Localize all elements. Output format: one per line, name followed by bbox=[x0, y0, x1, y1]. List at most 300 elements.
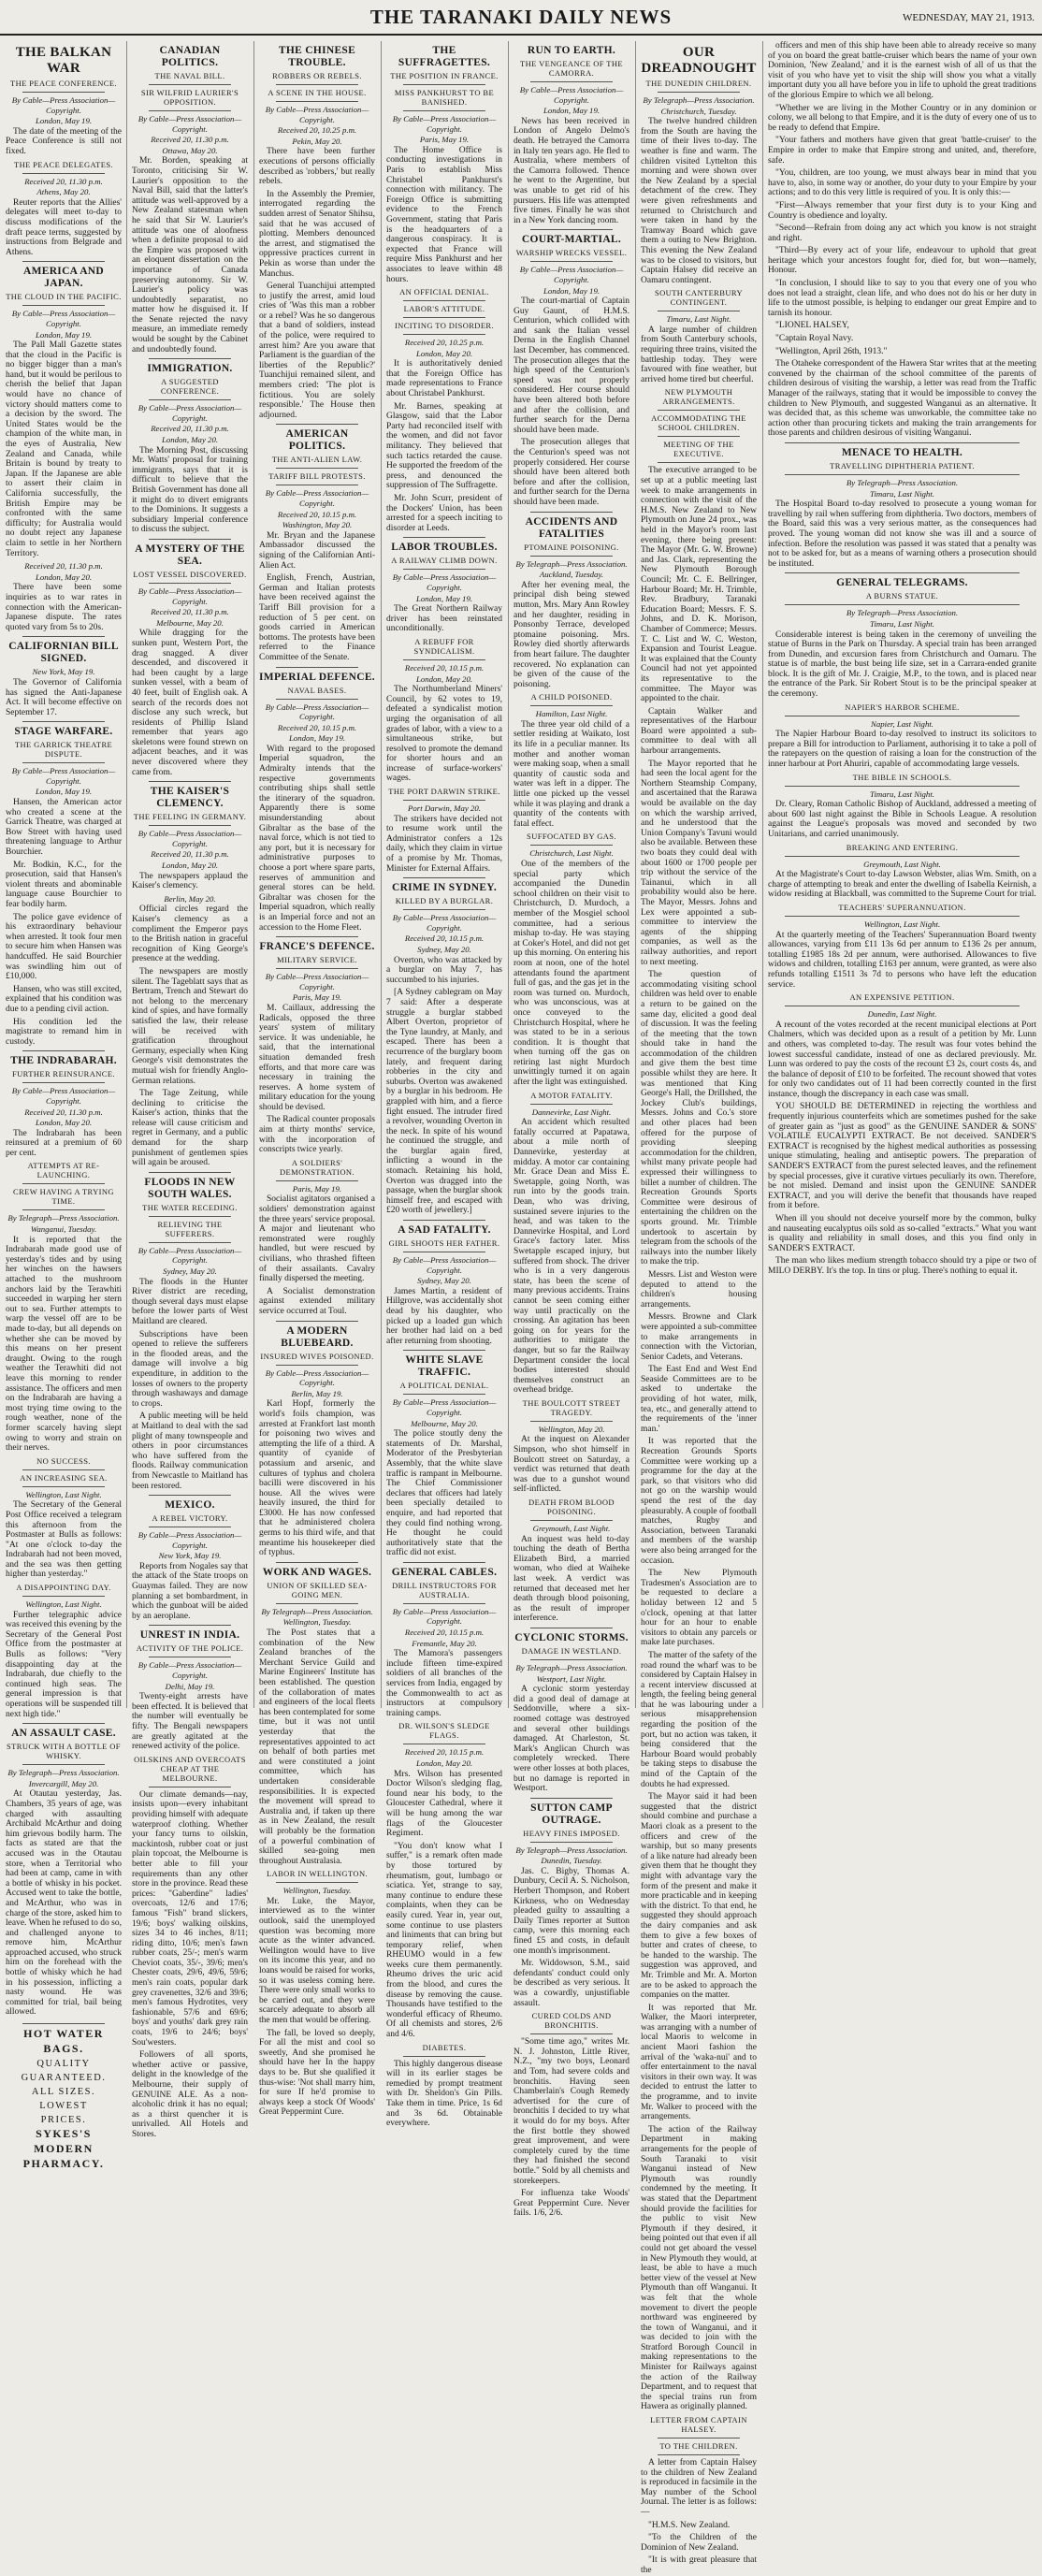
headline: UNREST IN INDIA. bbox=[139, 1629, 240, 1642]
article-paragraph: News has been received in London of Angelo Delmo's death. He betrayed the Camorra in Italy ten years ago. He fled to Australia, where members of the Camorra followed. Thence he went to the Argentine, but was unable to get rid of his pursuers. His life was attempted five times. Finally he was shot in a New York dancing room. bbox=[514, 116, 630, 225]
section-divider bbox=[403, 877, 485, 878]
subheading-divider bbox=[403, 300, 485, 301]
dateline: Received 20, 10.15 p.m. bbox=[277, 722, 357, 732]
subheading-divider bbox=[22, 1082, 105, 1083]
article bbox=[514, 2011, 630, 2219]
article-paragraph: officers and men of this ship have been able to already receive so many of you on board the great battle-cruiser which bears the name of your own Dominion, 'New Zealand,' and it is the earnest wish of all of us that the visit of you who have yet to visit the ship will show you what a vitally important duty you all have before you in life to uphold the great traditions of the glorious Empire to which we all belong. bbox=[768, 41, 1036, 100]
dateline: By Cable—Press Association—Copyright. bbox=[11, 309, 116, 328]
article bbox=[132, 45, 248, 355]
subheading-divider bbox=[149, 84, 231, 85]
headline: IMPERIAL DEFENCE. bbox=[259, 671, 375, 683]
subheading: WARSHIP WRECKS VESSEL. bbox=[515, 248, 628, 258]
article bbox=[768, 843, 1036, 900]
article-paragraph: A public meeting will be held at Maitland to deal with the sad plight of many townspeople and others in poor circumstances who have suffered from the floods. Railway communication from Newcastle to Maitland has been restored. bbox=[132, 1411, 248, 1491]
article-paragraph: Twenty-eight arrests have been effected. It is believed that the number will eventually be fifty. The Bengali newspapers are greatly agitated at the renewed activity of the police. bbox=[132, 1692, 248, 1752]
article bbox=[259, 1869, 375, 2118]
subheading: THE PORT DARWIN STRIKE. bbox=[388, 787, 500, 797]
article-paragraph: The Napier Harbour Board to-day resolved to instruct its solicitors to prepare a Bill for introduction to Parliament, authorising it to take a poll of the ratepayers on the question of raising a loan for the construction of the inner harbour at Port Ahuriri, capable of accommodating large vessels. bbox=[768, 730, 1036, 770]
dateline: By Cable—Press Association—Copyright. bbox=[519, 265, 624, 284]
article-paragraph: James Martin, a resident of Hillgrove, was accidentally shot dead by his daughter, who picked up a loaded gun which her brother had laid on a bed after returning from shooting. bbox=[386, 1286, 502, 1346]
dateline: By Telegraph—Press Association. bbox=[261, 1606, 373, 1616]
subheading: SOUTH CANTERBURY CONTINGENT. bbox=[654, 288, 743, 308]
subheading: ROBBERS OR REBELS. bbox=[272, 71, 362, 80]
headline: STAGE WARFARE. bbox=[14, 726, 113, 738]
article bbox=[6, 561, 122, 632]
article-paragraph: YOU SHOULD BE DETERMINED in rejecting the worthless and frequently injurious counterfeits which are sometimes pushed for the sake of greater gain as "just as good" as the GENUINE SANDER & SONS' VOLATILE EUCALYPTI EXTRACT. Be not deceived. SANDER'S EXTRACT is recognised by the highest medical authorities as possessing unique stimulating, healing and antiseptic powers. The preparation of SANDER'S EXTRACT from the purest selected leaves, and the refinement by special processes, give it curative virtues peculiarly its own. Therefore, be not misled. Demand and insist upon the GENUINE SANDER EXTRACT, and you will derive the benefit that thousands have reaped from it before. bbox=[768, 1102, 1036, 1211]
dateline: Fremantle, May 20. bbox=[412, 1638, 477, 1648]
headline: OUR DREADNOUGHT bbox=[641, 45, 757, 76]
headline: FRANCE'S DEFENCE. bbox=[259, 941, 375, 953]
article bbox=[514, 692, 630, 829]
article bbox=[641, 387, 757, 2412]
article-paragraph: The Post states that a combination of the New Zealand branches of the Merchant Service Guild and Marine Engineers' Institute has been established. The question of the collaboration of mates and engineers of the local fleets has been contemplated for some time, but it was not until yesterday that the representatives appointed to act on behalf of both parties met and were constituted a joint committee, which has undertaken considerable responsibilities. It is expected the movement will spread to Australia and, if taken up there as in New Zealand, the result will probably be the formation of a powerful combination of skilled sea-going men throughout Australasia. bbox=[259, 1628, 375, 1866]
dateline: London, May 20. bbox=[161, 861, 219, 871]
headline: THE CHINESE TROUBLE. bbox=[278, 45, 356, 68]
article-paragraph: Dr. Cleary, Roman Catholic Bishop of Auckland, addressed a meeting of about 600 last night against the Bible in Schools League. A resolution against the League's proposals was moved and seconded by two Unitarians, and carried unanimously. bbox=[768, 800, 1036, 839]
subheading-divider bbox=[658, 92, 740, 93]
subheading-divider bbox=[22, 1486, 105, 1487]
article-paragraph: "Second—Refrain from doing any act which you know is not straight and right. bbox=[768, 224, 1036, 243]
dateline: Wanganui, Tuesday. bbox=[30, 1224, 97, 1235]
subheading-divider bbox=[276, 468, 358, 469]
section-divider bbox=[149, 358, 231, 359]
article bbox=[386, 1721, 502, 2039]
subheading-divider bbox=[530, 556, 613, 557]
subheading: A CHILD POISONED. bbox=[530, 692, 613, 702]
subheading: NAPIER'S HARBOR SCHEME. bbox=[845, 702, 960, 712]
article-paragraph: An accident which resulted fatally occurred at Papatawa, about a mile north of Dannevirke, yesterday at midday. A motor car containing Mr. Grace Dean and Miss E. Swetapple, going North, was run into by the goods train. Dean, who was driving, sustained severe injuries to the head, and was taken to the Dannevirke Hospital, and Lord Grace's factory later. Miss Swetapple escaped injury, but suffered from shock. The driver who is in a very dangerous state, has been the scene of many previous accidents. Trains cannot be seen coming either way until practically on the crossing. An agitation has been going on for years for the authorities to mitigate the danger, but so far the Railway Department consider the local bodies interested should themselves construct an overhead bridge. bbox=[514, 1118, 630, 1396]
dateline: Berlin, May 20. bbox=[164, 893, 216, 904]
article-paragraph: A letter from Captain Halsey to the children of New Zealand is reproduced in facsimile in the May number of the School Journal. The letter is as follows:— bbox=[641, 2458, 757, 2517]
advertisement-line bbox=[6, 2127, 122, 2172]
subheading: THE PEACE CONFERENCE. bbox=[10, 79, 117, 88]
subheading: TARIFF BILL PROTESTS. bbox=[268, 471, 366, 482]
subheading: AN OFFICIAL DENIAL. bbox=[399, 287, 489, 297]
article bbox=[259, 1158, 375, 1317]
subheading-divider bbox=[22, 1596, 105, 1597]
article bbox=[641, 45, 757, 285]
dateline: Timaru, Last Night. bbox=[870, 789, 934, 799]
issue-date: WEDNESDAY, MAY 21, 1913. bbox=[903, 12, 1035, 23]
subheading: KILLED BY A BURGLAR. bbox=[395, 896, 494, 906]
dateline: Received 20, 11.30 p.m. bbox=[24, 1107, 103, 1117]
article bbox=[768, 992, 1036, 1099]
subheading-divider bbox=[276, 968, 358, 969]
dateline: By Cable—Press Association—Copyright. bbox=[137, 829, 242, 848]
subheading: FURTHER REINSURANCE. bbox=[12, 1069, 115, 1079]
article-paragraph: Further telegraphic advice was received this evening by the Secretary of the General Post Office from the postmaster at Bulls as follows: "Very disappointing day at the Indrabarah, due chiefly to the continued high seas. The general impression is that operations will be suspended till next high tide." bbox=[6, 1610, 122, 1719]
subheading-divider bbox=[149, 825, 231, 826]
dateline: Received 20, 10.25 p.m. bbox=[404, 338, 485, 348]
dateline: By Telegraph—Press Association. bbox=[643, 95, 755, 105]
headline: WHITE SLAVE TRAFFIC. bbox=[405, 1354, 484, 1379]
subheading-divider bbox=[22, 1469, 105, 1470]
subheading-divider bbox=[785, 474, 1020, 475]
dateline: Received 20, 10.15 p.m. bbox=[404, 933, 485, 944]
subheading: A REBUFF FOR SYNDICALISM. bbox=[413, 636, 475, 656]
dateline: Timaru, Last Night. bbox=[666, 314, 731, 325]
article bbox=[386, 877, 502, 1216]
column-2 bbox=[132, 41, 248, 2139]
article-paragraph: The Mayor reported that he had seen the local agent for the Northern Steamship Company, and ascertained that the Rarawa would be available on the day on which the warship arrived, and he understood that the Union Company's Tavuni would also be available. Between these two boats they could deal with about 1600 or 1700 people per trip without the service of the Tainanui, which in all probability would also be here. The Mayor, Messrs. Johns and Lex were appointed a sub-committee to interview the agents of the shipping companies, as well as the railway authorities, and report to next meeting. bbox=[641, 759, 757, 967]
subheading: A SCENE IN THE HOUSE. bbox=[268, 88, 367, 97]
article bbox=[768, 442, 1036, 569]
subheading-divider bbox=[785, 856, 1020, 857]
dateline: Athens, May 20. bbox=[36, 187, 91, 197]
column-4 bbox=[386, 41, 502, 2129]
dateline: By Cable—Press Association—Copyright. bbox=[137, 403, 242, 423]
subheading-divider bbox=[22, 173, 105, 174]
article bbox=[514, 1498, 630, 1624]
article bbox=[259, 667, 375, 933]
article-paragraph: "First—Always remember that your first duty is to your King and Country is obedience and loyalty. bbox=[768, 200, 1036, 221]
dateline: Received 20, 11.30 p.m. bbox=[151, 135, 229, 145]
subheading: DRILL INSTRUCTORS FOR AUSTRALIA. bbox=[392, 1580, 497, 1599]
dateline: London, May 20. bbox=[161, 435, 219, 445]
subheading-divider bbox=[658, 410, 740, 411]
section-divider bbox=[22, 1050, 105, 1051]
dateline: London, May 19. bbox=[288, 733, 346, 744]
article-paragraph: "In conclusion, I should like to say to you that every one of you who does not lead a straight, clean life, and who does not do his or her duty in life to the utmost possible, is helping to endanger our great Empire and to tarnish its honour. bbox=[768, 279, 1036, 318]
article-paragraph: "Some time ago," writes Mr. N. J. Johnston, Little River, N.Z., "my two boys, Leonard and Tom, had severe colds and bronchitis. Having seen Chamberlain's Cough Remedy advertised for the cure of bronchitis I decided to try what it would do for my boys. After the first bottle they showed great improvement, and were completely cured by the time they had finished the second bottle." Sold by all chemists and storekeepers. bbox=[514, 2037, 630, 2186]
article-paragraph: Messrs. List and Weston were deputed to attend to the children's housing arrangements. bbox=[641, 1269, 757, 1310]
subheading: TEACHERS' SUPERANNUATION. bbox=[838, 902, 966, 912]
subheading: TO THE CHILDREN. bbox=[659, 2441, 738, 2452]
dateline: Received 20, 11.30 p.m. bbox=[24, 176, 103, 186]
headline: GENERAL CABLES. bbox=[391, 1566, 498, 1578]
dateline: Ottawa, May 20. bbox=[162, 145, 218, 155]
article-paragraph: The three year old child of a settler residing at Waikato, lost its life in a peculiar manner. Its mother and another woman were making soap, when a small quantity of caustic soda and water was left in a dipper. The little one picked up the vessel while it was playing and drank a quantity of the contents with fatal effect. bbox=[514, 719, 630, 829]
advertisement-text: HOT WATER BAGS. bbox=[23, 2027, 104, 2056]
dateline: By Cable—Press Association—Copyright. bbox=[392, 114, 497, 134]
article bbox=[768, 903, 1036, 990]
dateline: Dunedin, Tuesday. bbox=[541, 1856, 602, 1866]
article-paragraph: It was reported that the Recreation Grounds Sports Committee were working up a programme for the day at the park, so that visitors who did not go on the warship would spend the rest of the day pleasurably. A couple of football matches, Rugby and Association, between Taranaki and members of the warship were also being arranged for the occasion. bbox=[641, 1437, 757, 1566]
dateline: Delhi, May 19. bbox=[165, 1681, 215, 1691]
subheading: MEETING OF THE EXECUTIVE. bbox=[663, 440, 734, 459]
article-paragraph: Considerable interest is being taken in the ceremony of unveiling the statue of Burns in the Park on Thursday. A special train has been arranged from Dunedin, and excursion fares from Christchurch and Oamaru. The statue is of marble, the bust being life size, set in a Carrara-ended granite block. It is the gift of Mr. J. Craigie, M.P., to the town, and is placed near the entrance of the Park. Sir Robert Stout is to be the principal speaker at the ceremony. bbox=[768, 630, 1036, 700]
article bbox=[386, 287, 502, 533]
article bbox=[6, 721, 122, 1047]
headline: MENACE TO HEALTH. bbox=[841, 446, 963, 458]
subheading: HEAVY FINES IMPOSED. bbox=[523, 1828, 620, 1838]
subheading: PTOMAINE POISONING. bbox=[524, 542, 619, 552]
column-rule bbox=[635, 41, 636, 1708]
dateline: Received 20, 11.30 p.m. bbox=[151, 607, 229, 617]
subheading: UNION OF SKILLED SEA-GOING MEN. bbox=[267, 1580, 368, 1599]
advertisement bbox=[6, 2023, 122, 2172]
headline: CALIFORNIAN BILL SIGNED. bbox=[8, 641, 119, 665]
article-paragraph: Hansen, who was still excited, explained that his condition was due to a pending civil action. bbox=[6, 984, 122, 1014]
article bbox=[132, 781, 248, 891]
dateline: Berlin, May 19. bbox=[291, 1388, 343, 1398]
section-divider bbox=[149, 1172, 231, 1173]
dateline: By Telegraph—Press Association. bbox=[515, 1845, 628, 1855]
article-paragraph: Socialist agitators organised a soldiers' demonstration against the three years' service proposal. A major and lieutenant who remonstrated were roughly handled, but were rescued by civilians, who thrashed fifteen of their assailants. Cavalry finally dispersed the meeting. bbox=[259, 1194, 375, 1284]
advertisement-line bbox=[6, 2113, 122, 2127]
subheading: A DISAPPOINTING DAY. bbox=[16, 1583, 111, 1593]
subheading-divider bbox=[22, 762, 105, 763]
article-paragraph: The Tage Zeitung, while declining to criticise the Kaiser's action, thinks that the release will cause criticism and regret in Germany, and a public demand for the sharp punishment of gentlemen spies will again be aroused. bbox=[132, 1089, 248, 1168]
article-paragraph: The police gave evidence of his extraordinary behaviour when arrested. It took four men to secure him when Hansen was handcuffed. He said Bourchier was swindling him out of £10,000. bbox=[6, 912, 122, 982]
subheading-divider bbox=[530, 845, 613, 846]
dateline: Received 20, 10.15 p.m. bbox=[277, 509, 357, 519]
article-paragraph: "Wellington, April 26th, 1913." bbox=[775, 346, 888, 356]
article bbox=[132, 1625, 248, 1751]
subheading: LOST VESSEL DISCOVERED. bbox=[133, 569, 247, 579]
subheading-divider bbox=[530, 81, 613, 82]
dateline: By Cable—Press Association—Copyright. bbox=[137, 1245, 242, 1266]
subheading-divider bbox=[403, 909, 485, 910]
subheading-divider bbox=[403, 84, 485, 85]
dateline: Received 20, 11.30 p.m. bbox=[24, 561, 103, 572]
headline: AMERICA AND JAPAN. bbox=[22, 266, 105, 290]
article-paragraph: A Socialist demonstration against extended military service occurred at Toul. bbox=[259, 1286, 375, 1316]
subheading-divider bbox=[403, 659, 485, 660]
dateline: Wellington, Last Night. bbox=[25, 1599, 102, 1610]
dateline: London, May 20. bbox=[35, 1118, 93, 1128]
article-paragraph: English, French, Austrian, German and Italian protests have been received against the Tariff Bill provision for a reduction of 5 per cent. on goods carried in American bottoms. The protests have been referred to the Finance Committee of the Senate. bbox=[259, 573, 375, 662]
section-divider bbox=[22, 636, 105, 637]
article-paragraph: The prosecution alleges that the Centurion's speed was not properly considered. Her course should have been altered both before and after the collision, and further search for the Derna should have been made. bbox=[514, 438, 630, 507]
subheading: ACCOMMODATING THE SCHOOL CHILDREN. bbox=[651, 413, 746, 433]
subheading: RELIEVING THE SUFFERERS. bbox=[157, 1219, 223, 1238]
subheading: THE ANTI-ALIEN LAW. bbox=[271, 455, 363, 465]
section-divider bbox=[785, 572, 1020, 573]
section-divider bbox=[22, 261, 105, 262]
subheading: MISS PANKHURST TO BE BANISHED. bbox=[394, 88, 495, 107]
advertisement-line bbox=[6, 2057, 122, 2085]
dateline: London, May 19. bbox=[415, 593, 473, 603]
article bbox=[132, 539, 248, 777]
dateline: By Cable—Press Association—Copyright. bbox=[392, 1606, 497, 1627]
subheading-divider bbox=[530, 261, 613, 262]
dateline: Wellington, Tuesday. bbox=[282, 1886, 352, 1896]
article-paragraph: Mr. John Scurr, president of the Dockers' Union, has been arrested for a speech inciting to disorder at Leeds. bbox=[386, 494, 502, 533]
subheading: THE POSITION IN FRANCE. bbox=[390, 71, 499, 80]
section-divider bbox=[276, 936, 358, 937]
advertisement-line bbox=[6, 2099, 122, 2113]
article bbox=[386, 537, 502, 634]
article bbox=[386, 1350, 502, 1558]
subheading: THE VENGEANCE OF THE CAMORRA. bbox=[520, 59, 623, 78]
subheading-divider bbox=[149, 583, 231, 584]
subheading-divider bbox=[276, 1603, 358, 1604]
section-divider bbox=[149, 781, 231, 782]
headline: AMERICAN POLITICS. bbox=[285, 428, 349, 453]
article bbox=[6, 160, 122, 258]
article bbox=[6, 1050, 122, 1158]
subheading: A MOTOR FATALITY. bbox=[530, 1090, 613, 1100]
section-divider bbox=[785, 442, 1020, 443]
article-paragraph: Hansen, the American actor who created a scene at the Garrick Theatre, was charged at Bow Street with having used threatening language to Arthur Bourchier. bbox=[6, 798, 122, 858]
dateline: By Cable—Press Association—Copyright. bbox=[265, 488, 369, 508]
subheading: DEATH FROM BLOOD POISONING. bbox=[528, 1498, 615, 1517]
subheading-divider bbox=[530, 1659, 613, 1660]
article bbox=[514, 1398, 630, 1495]
dateline: Invercargill, May 20. bbox=[28, 1778, 99, 1788]
subheading-divider bbox=[785, 916, 1020, 917]
article bbox=[514, 832, 630, 1087]
article-paragraph: There have been some inquiries as to war rates in connection with the American-Japanese dispute. The rates quoted vary from 5s to 20s. bbox=[6, 583, 122, 632]
article bbox=[386, 787, 502, 874]
dateline: London, May 19. bbox=[543, 285, 601, 296]
article bbox=[386, 45, 502, 284]
section-divider bbox=[149, 1625, 231, 1626]
section-divider bbox=[149, 539, 231, 540]
headline: CYCLONIC STORMS. bbox=[514, 1631, 629, 1643]
dateline: Pekin, May 20. bbox=[292, 136, 342, 146]
subheading: ATTEMPTS AT RE-LAUNCHING. bbox=[27, 1161, 100, 1180]
article-paragraph: "It is with great pleasure that the bbox=[641, 2555, 757, 2575]
article-paragraph: "To the Children of the Dominion of New Zealand. bbox=[641, 2533, 757, 2553]
article-paragraph: After her evening meal, the principal dish being stewed mutton, Mrs. Mary Ann Rowley and her daughter, residing in Ponsonby Terrace, developed ptomaine poisoning. Mrs. Rowley died shortly afterwards from heart failure. The daughter recovered. No explanation can be given of the cause of the poisoning. bbox=[514, 580, 630, 689]
article bbox=[768, 572, 1036, 699]
subheading-divider bbox=[403, 110, 485, 111]
article-paragraph: Subscriptions have been opened to relieve the sufferers in the flooded areas, and the damage will involve a big expenditure, in addition to the losses of owners to the property through washaways and damage to crops. bbox=[132, 1329, 248, 1409]
column-rule bbox=[253, 41, 254, 1708]
subheading: STRUCK WITH A BOTTLE OF WHISKY. bbox=[7, 1742, 121, 1761]
article-paragraph: The Pall Mall Gazette states that the cloud in the Pacific is no bigger bigger than a man's hand, but it would be perilous to cherish the belief that Japan would have no chance of victory should matters come to a decision by the sword. The United States would be the champion of the white man, in the eyes of Australia, New Zealand and Canada, while Britain is bound by treaty to Japan. If the Japanese are able to assert their claim in California successfully, the British Empire may be confronted with the same difficulty; for Australia would no doubt reject any Japanese claim to settle in her Northern Territory. bbox=[6, 340, 122, 558]
subheading-divider bbox=[22, 92, 105, 93]
article bbox=[6, 636, 122, 717]
dateline: Dannevirke, Last Night. bbox=[531, 1107, 612, 1117]
dateline: By Cable—Press Association—Copyright. bbox=[392, 1397, 497, 1417]
article bbox=[6, 1161, 122, 1453]
dateline: London, May 19. bbox=[35, 116, 93, 126]
advertisement-line bbox=[6, 2085, 122, 2099]
article-paragraph: Captain Walker and representatives of the Harbour Board were appointed a sub-committee to deal with all harbour arrangements. bbox=[641, 706, 757, 757]
subheading-divider bbox=[530, 1842, 613, 1843]
article-paragraph: It is reported that the Indrabarah made good use of yesterday's tides and by using her winches on the hawsers attached to the mushroom anchors laid by the Terawhiti succeeded in warping her stern out to sea. Further attempts to warp the vessel off are to be made to-day, but all depends on whether she can be moved by this means on her present draught. Owing to the rough weather the Terawhiti did not leave this morning to render assistance. The officers and men on the Indrabarah are having a most trying time owing to the rough weather, none of the former scarcely having slept owing to worry and strain on their nerves. bbox=[6, 1235, 122, 1454]
dateline: London, May 20. bbox=[35, 572, 93, 582]
subheading-divider bbox=[276, 101, 358, 102]
dateline: Christchurch, Tuesday. bbox=[660, 106, 737, 116]
dateline: By Telegraph—Press Association. bbox=[7, 1213, 120, 1223]
dateline: By Telegraph—Press Association. bbox=[846, 477, 959, 487]
subheading: THE CLOUD IN THE PACIFIC. bbox=[6, 292, 122, 302]
article bbox=[6, 1723, 122, 2018]
subheading-divider bbox=[22, 1209, 105, 1210]
article-paragraph: "Third—By every act of your life, endeavour to uphold that great heritage which your ancestors fought for, died for, but won—namely, Honour. bbox=[768, 246, 1036, 276]
subheading: LABOR'S ATTITUDE. bbox=[403, 304, 485, 314]
article bbox=[132, 1755, 248, 2140]
advertisement-text: ALL SIZES. bbox=[31, 2087, 96, 2098]
article bbox=[259, 45, 375, 420]
column-rule bbox=[126, 41, 127, 1708]
headline: CRIME IN SYDNEY. bbox=[391, 882, 498, 894]
advertisement-line bbox=[6, 2027, 122, 2057]
dateline: Sydney, May 20. bbox=[163, 1266, 217, 1277]
dateline: Timaru, Last Night. bbox=[870, 488, 934, 499]
article-paragraph: "You don't know what I suffer," is a remark often made by those tortured by rheumatism, gout, lumbago or sciatica. Yet, strange to say, many continue to endure these complaints, when they can be easily cured. Year in, year out, some continue to use plasters and liniments that can bring but temporary relief, when RHEUMO would in a few weeks cure them permanently. Rheumo drives the uric acid from the blood, and cures the disease by removing the cause. Thousands have testified to the wonderful efficacy of Rheumo. Of all chemists and stores, 2/6 and 4/6. bbox=[386, 1841, 502, 2040]
dateline: Washington, May 20. bbox=[282, 520, 353, 530]
article-paragraph: Followers of all sports, whether active or passive, delight in the knowledge of the Melbourne, their supply of GENUINE ALE. As a non-alcoholic drink it has no equal; as a thirst quencher it is unrivalled. All Hotels and Stores. bbox=[132, 2050, 248, 2139]
article bbox=[514, 512, 630, 690]
headline: A MYSTERY OF THE SEA. bbox=[135, 543, 245, 567]
headline: SUTTON CAMP OUTRAGE. bbox=[530, 1802, 613, 1826]
article-paragraph: The Indrabarah has been reinsured at a premium of 60 per cent. bbox=[6, 1128, 122, 1158]
subheading: A RAILWAY CLIMB DOWN. bbox=[391, 556, 498, 566]
article bbox=[641, 288, 757, 384]
article bbox=[6, 1583, 122, 1719]
subheading-divider bbox=[530, 1421, 613, 1422]
article-paragraph: The matter of the safety of the road round the wharf was to be considered by Captain Halsey in a recent interview discussed at length, the feeling being general that he was labouring under a serious misapprehension regarding the position of the port, but no action was taken, it being considered that the Harbour Board would probably be taking steps to disabuse the mind of the Captain of the doubts he had expressed. bbox=[641, 1650, 757, 1789]
dateline: Timaru, Last Night. bbox=[870, 618, 934, 629]
advertisement-text: SYKES'S MODERN PHARMACY. bbox=[22, 2127, 105, 2171]
subheading-divider bbox=[530, 1520, 613, 1521]
advertisement-text: QUALITY GUARANTEED. bbox=[21, 2059, 107, 2084]
section-divider bbox=[403, 1220, 485, 1221]
article-paragraph: The Northumberland Miners' Council, by 62 votes to 19, defeated a syndicalist motion urging the organisation of all grades of labor, with a view to a simultaneous strike, but resolved to promote the demand for shorter hours and an increase of surface-workers' wages. bbox=[386, 685, 502, 784]
article-paragraph: It is authoritatively denied that the Foreign Office has made representations to France about Christabel Pankhurst. bbox=[386, 359, 502, 399]
dateline: Wellington, May 20. bbox=[538, 1424, 605, 1434]
headline: MEXICO. bbox=[165, 1499, 215, 1512]
headline: FLOODS IN NEW SOUTH WALES. bbox=[144, 1176, 236, 1200]
headline: CANADIAN POLITICS. bbox=[159, 45, 221, 68]
article-paragraph: The newspapers applaud the Kaiser's clemency. bbox=[132, 871, 248, 891]
article-paragraph: Reuter reports that the Allies' delegates will meet to-day to discuss modifications of the draft peace terms, suggested by instructions from Belgrade and Athens. bbox=[6, 197, 122, 257]
subheading-divider bbox=[658, 436, 740, 437]
headline: THE SUFFRAGETTES. bbox=[398, 45, 491, 68]
advertisement-text: PRICES. bbox=[40, 2115, 87, 2126]
article-paragraph: At the inquest on Alexander Simpson, who shot himself in Boulcott street on Saturday, a verdict was returned that death was due to a gunshot wound self-inflicted. bbox=[514, 1435, 630, 1495]
dateline: Paris, May 19. bbox=[292, 1183, 342, 1194]
subheading: LETTER FROM CAPTAIN HALSEY. bbox=[650, 2415, 747, 2435]
subheading: GIRL SHOOTS HER FATHER. bbox=[388, 1238, 500, 1249]
subheading: SIR WILFRID LAURIER'S OPPOSITION. bbox=[140, 88, 239, 107]
column-5 bbox=[514, 41, 630, 2219]
subheading-divider bbox=[530, 1104, 613, 1105]
dateline: Sydney, May 20. bbox=[417, 1276, 471, 1286]
dateline: By Cable—Press Association—Copyright. bbox=[137, 114, 242, 134]
dateline: London, May 20. bbox=[415, 673, 473, 684]
dateline: Hamilton, Last Night. bbox=[535, 709, 608, 719]
article bbox=[514, 229, 630, 507]
dateline: London, May 20. bbox=[415, 1758, 473, 1768]
masthead bbox=[0, 0, 1042, 36]
subheading-divider bbox=[149, 110, 231, 111]
dateline: Greymouth, Last Night. bbox=[863, 859, 941, 869]
subheading-divider bbox=[403, 334, 485, 335]
column-rule bbox=[381, 41, 382, 1708]
article-paragraph: The Home Office is conducting investigations in Paris to establish Miss Christabel Pankhurst's connection with militancy. The Foreign Office is submitting evidence to the French Government, stating that Paris is the headquarters of a dangerous conspiracy. It is expected that France will require Miss Pankhurst and her associates to leave within 48 hours. bbox=[386, 145, 502, 284]
article-paragraph: A cyclonic storm yesterday did a good deal of damage at Seddonville, where a six-roomed cottage was destroyed and several other buildings damaged. At Charleston, St. Mark's Anglican Church was completely wrecked. There were other losses at both places, but no damage is reported in Westport. bbox=[514, 1685, 630, 1794]
section-divider bbox=[530, 229, 613, 230]
article-paragraph: The date of the meeting of the Peace Conference is still not fixed. bbox=[6, 126, 122, 156]
dateline: Melbourne, May 20. bbox=[411, 1418, 478, 1428]
subheading: A POLITICAL DENIAL. bbox=[399, 1381, 489, 1391]
headline: RUN TO EARTH. bbox=[527, 45, 616, 56]
subheading-divider bbox=[403, 1603, 485, 1604]
article bbox=[514, 45, 630, 225]
article-paragraph: The Hospital Board to-day resolved to prosecute a young woman for travelling by rail when suffering from diphtheria. Two doctors, members of the Board, said this was a very serious matter, as the consequences had proved. The young woman did not know she was ill and a source of infection. Before the resolution was passed it was stated that a penalty was not to be asked for, but as a means of warning others a prosecution should be instituted. bbox=[768, 499, 1036, 569]
article-paragraph: The Mayor said it had been suggested that the district should combine and purchase a Maori cloak as a present to the officers and crew of the warship, but so many presents of a like nature had already been given them that he thought they might with advantage vary the form of the present and make it more practicable and in keeping with the district. To that end, he suggested they should approach the dairy companies and ask them to give a few boxes of butter and crates of cheese, to be handed to the warship. The suggestion was approved, and Mr. Trimble and Mr. A. Morton are to be asked to approach the companies on the matter. bbox=[641, 1792, 757, 2001]
section-divider bbox=[276, 667, 358, 668]
article-paragraph: There have been further executions of persons officially described as 'robbers,' but really rebels. bbox=[259, 147, 375, 187]
article-paragraph: An inquest was held to-day touching the death of Bertha Elizabeth Bird, a married woman, who died at Waiheke last week. A verdict was returned that deceased met her death through blood poisoning, as the result of improper interference. bbox=[514, 1534, 630, 1624]
subheading: THE PEACE DELEGATES. bbox=[14, 159, 113, 169]
subheading: BREAKING AND ENTERING. bbox=[846, 842, 959, 852]
article-paragraph: With regard to the proposed Imperial squadron, the Admiralty intends that the respective governments contributing ships shall settle the itinerary of the squadron. Apparently there is some misunderstanding about Gibraltar as the base of the naval force, which is not tied to any port, but it is necessary for administrative purposes to choose a port where spare parts, reserves of ammunition and general stores can be held. Gibraltar was chosen for the Imperial squadron, which really is an Imperial force and not an accession to the Home Fleet. bbox=[259, 744, 375, 933]
column-3 bbox=[259, 41, 376, 2118]
subheading-divider bbox=[530, 705, 613, 706]
dateline: By Cable—Press Association—Copyright. bbox=[265, 702, 369, 722]
dateline: Received 20, 10.15 p.m. bbox=[404, 1747, 485, 1758]
dateline: By Telegraph—Press Association. bbox=[515, 558, 628, 569]
subheading-divider bbox=[149, 1216, 231, 1217]
article-paragraph: The Secretary of the General Post Office received a telegram this afternoon from the Postmaster at Bulls as follows: "At one o'clock to-day the Indrabarah had not been moved, and the sea was then getting higher than yesterday." bbox=[6, 1500, 122, 1580]
